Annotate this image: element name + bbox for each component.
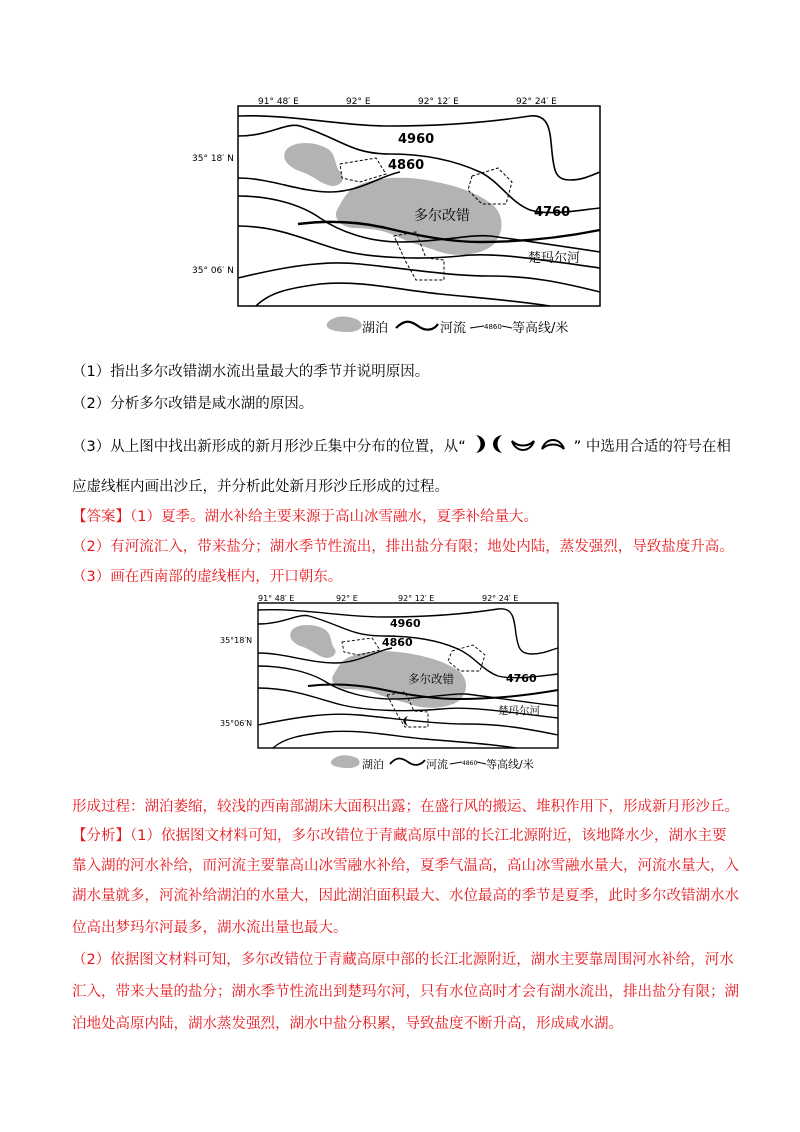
map-figure-1 — [190, 92, 620, 352]
contour-label: 4960 — [398, 132, 435, 147]
analysis-line: 靠入湖的河水补给，而河流主要靠高山冰雪融水补给，夏季气温高，高山冰雪融水量大，河流水量大，入 — [72, 858, 739, 874]
lon-label: 92° 12′ E — [418, 97, 459, 107]
lake-name: 多尔改错 — [414, 208, 470, 224]
contour-label: 4860 — [382, 636, 413, 649]
legend-river-label: 河流 — [426, 758, 448, 771]
lon-label: 92° 24′ E — [482, 594, 519, 603]
contour-line — [273, 731, 516, 748]
crescent-open-up-icon — [512, 441, 534, 450]
legend-contour-label: 等高线/米 — [486, 758, 534, 771]
answer-line-2: （2）有河流汇入，带来盐分；湖水季节性流出，排出盐分有限；地处内陆，蒸发强烈，导致盐度升高。 — [72, 539, 734, 555]
contour-label: 4860 — [388, 158, 425, 173]
analysis-line: 泊地处高原内陆，湖水蒸发强烈，湖水中盐分积累，导致盐度不断升高，形成咸水湖。 — [72, 1016, 623, 1032]
sand-dune-crescent-icon — [404, 716, 409, 726]
lon-label: 91° 48′ E — [258, 594, 295, 603]
answer-line-1: 【答案】（1）夏季。湖水补给主要来源于高山冰雪融水，夏季补给量大。 — [72, 509, 538, 525]
question-2: （2）分析多尔改错是咸水湖的原因。 — [72, 396, 314, 412]
contour-label: 4760 — [506, 672, 537, 685]
legend-contour-icon — [450, 762, 462, 764]
contour-line — [256, 283, 550, 306]
lat-label: 35° 18′ N — [192, 154, 234, 164]
legend-lake-icon — [327, 317, 362, 333]
map-figure-2 — [218, 590, 578, 790]
analysis-line: 湖水量就多，河流补给湖泊的水量大，因此湖泊面积最大、水位最高的季节是夏季，此时多尔改错湖水水 — [72, 888, 739, 904]
formation-process: 形成过程：湖泊萎缩，较浅的西南部湖床大面积出露；在盛行风的搬运、堆积作用下，形成新月形沙丘。 — [72, 799, 739, 815]
lat-label: 35°06′N — [220, 719, 253, 728]
legend-contour-icon — [470, 326, 484, 328]
analysis-line: （2）依据图文材料可知，多尔改错位于青藏高原中部的长江北源附近，湖水主要靠周围河水补给，河水 — [72, 952, 734, 968]
dashed-box — [448, 645, 485, 671]
legend-lake-label: 湖泊 — [362, 321, 389, 336]
question-1: （1）指出多尔改错湖水流出量最大的季节并说明原因。 — [72, 364, 430, 380]
lat-label: 35° 06′ N — [192, 266, 234, 276]
lake-name: 多尔改错 — [408, 672, 454, 686]
legend-contour-line — [477, 762, 486, 764]
crescent-symbols — [472, 433, 568, 461]
lon-label: 92° 12′ E — [398, 594, 435, 603]
lon-label: 91° 48′ E — [258, 97, 299, 107]
legend-lake-icon — [331, 755, 360, 768]
crescent-open-left-icon — [476, 435, 485, 453]
question-3-text: （3）从上图中找出新形成的新月形沙丘集中分布的位置，从“ — [72, 439, 466, 455]
lon-label: 92° E — [336, 594, 358, 603]
contour-line — [258, 714, 558, 735]
question-3 — [72, 433, 732, 461]
legend-contour-sample: 4860 — [484, 323, 502, 331]
legend-lake-label: 湖泊 — [362, 758, 384, 771]
answer-line-3: （3）画在西南部的虚线框内，开口朝东。 — [72, 569, 343, 585]
legend-river-icon — [396, 322, 438, 330]
contour-line — [238, 263, 600, 292]
lon-label: 92° 24′ E — [516, 97, 557, 107]
lon-label: 92° E — [346, 97, 371, 107]
legend-river-icon — [390, 758, 425, 764]
crescent-open-down-icon — [542, 440, 564, 449]
river-name: 楚玛尔河 — [528, 251, 581, 266]
legend-contour-sample: 4860 — [462, 760, 478, 767]
contour-label: 4960 — [390, 617, 421, 630]
question-3-line2: 应虚线框内画出沙丘，并分析此处新月形沙丘形成的过程。 — [72, 479, 449, 495]
small-lake — [284, 143, 343, 186]
legend-river-label: 河流 — [440, 321, 467, 336]
legend-contour-label: 等高线/米 — [512, 321, 569, 336]
legend-contour-line — [502, 326, 512, 328]
river-name: 楚玛尔河 — [498, 705, 540, 717]
crescent-open-right-icon — [493, 435, 502, 453]
analysis-line: 位高出梦玛尔河最多，湖水流出量也最大。 — [72, 920, 348, 936]
analysis-line: 【分析】（1）依据图文材料可知，多尔改错位于青藏高原中部的长江北源附近，该地降水少，湖水主要 — [72, 828, 727, 844]
lat-label: 35°18′N — [220, 636, 253, 645]
question-3-text-end: ” 中选用合适的符号在相 — [573, 439, 731, 455]
analysis-line: 汇入，带来大量的盐分；湖水季节性流出到楚玛尔河，只有水位高时才会有湖水流出，排出盐分有限；湖 — [72, 984, 739, 1000]
small-lake — [290, 625, 335, 658]
contour-label: 4760 — [534, 205, 571, 220]
